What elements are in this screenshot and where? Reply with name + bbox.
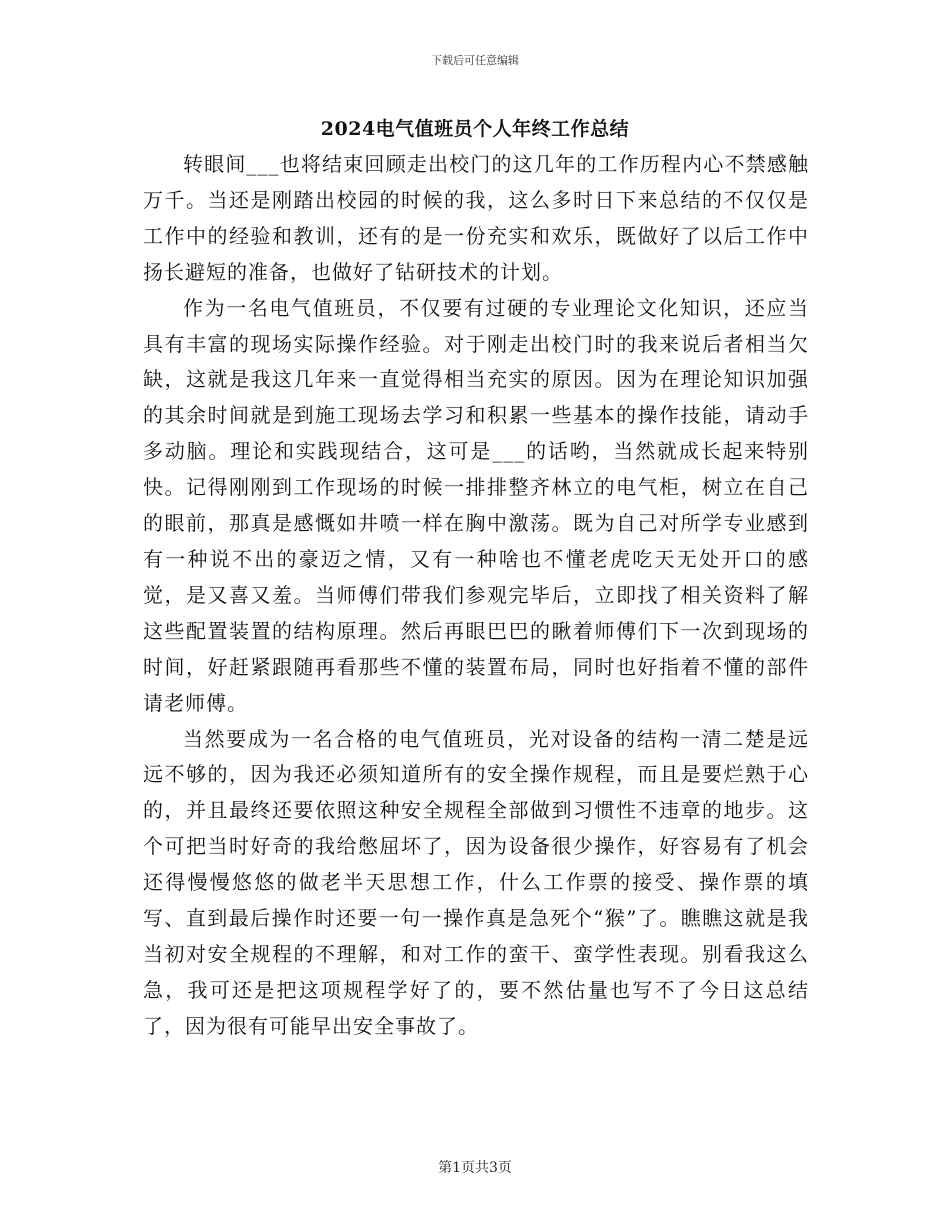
paragraph: 当然要成为一名合格的电气值班员，光对设备的结构一清二楚是远远不够的，因为我还必须知道所有的安全操作规程，而且是要烂熟于心的，并且最终还要依照这种安全规程全部做到习惯性不违章的地步。这个可把当时好奇的我给憋屈坏了，因为设备很少操作，好容易有了机会还得慢慢悠悠的做老半天思想工作，什么工作票的接受、操作票的填写、直到最后操作时还要一句一操作真是急死个“猴”了。瞧瞧这就是我当初对安全规程的不理解，和对工作的蛮干、蛮学性表现。别看我这么急，我可还是把这项规程学好了的，要不然估量也写不了今日这总结了，因为很有可能早出安全事故了。 xyxy=(143,726,809,1038)
paragraph: 转眼间___也将结束回顾走出校门的这几年的工作历程内心不禁感触万千。当还是刚踏出校园的时候的我，这么多时日下来总结的不仅仅是工作中的经验和教训，还有的是一份充实和欢乐，既做好了以后工作中扬长避短的准备，也做好了钻研技术的计划。 xyxy=(143,152,809,284)
document-body xyxy=(143,147,809,1045)
paragraph: 作为一名电气值班员，不仅要有过硬的专业理论文化知识，还应当具有丰富的现场实际操作经验。对于刚走出校门时的我来说后者相当欠缺，这就是我这几年来一直觉得相当充实的原因。因为在理论知识加强的其余时间就是到施工现场去学习和积累一些基本的操作技能，请动手多动脑。理论和实践现结合，这可是___的话哟，当然就成长起来特别快。记得刚刚到工作现场的时候一排排整齐林立的电气柜，树立在自己的眼前，那真是感慨如井喷一样在胸中激荡。既为自己对所学专业感到有一种说不出的豪迈之情，又有一种啥也不懂老虎吃天无处开口的感觉，是又喜又羞。当师傅们带我们参观完毕后，立即找了相关资料了解这些配置装置的结构原理。然后再眼巴巴的瞅着师傅们下一次到现场的时间，好赶紧跟随再看那些不懂的装置布局，同时也好指着不懂的部件请老师傅。 xyxy=(143,295,809,715)
document-title: 2024电气值班员个人年终工作总结 xyxy=(320,118,630,140)
header-note: 下载后可任意编辑 xyxy=(431,54,519,67)
page-footer: 第1页共3页 xyxy=(438,1160,512,1176)
